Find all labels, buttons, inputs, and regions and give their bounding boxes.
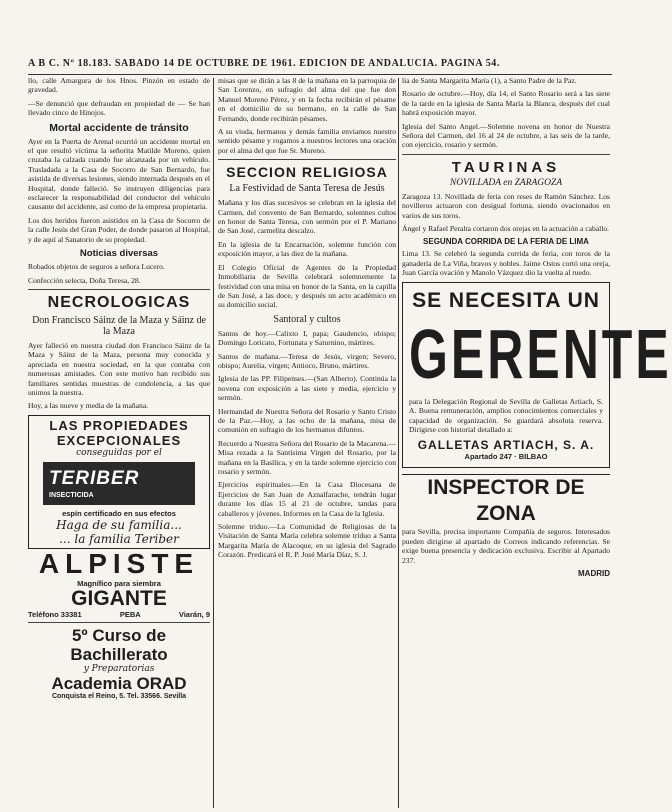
ad-subtitle: conseguidas por el [76,447,162,458]
ad-city: MADRID [578,568,610,578]
obituary-name: Don Francisco Sáinz de la Maza y Sáinz de la Maza [32,314,206,337]
article-text: El Colegio Oficial de Agentes de la Propiedad Inmobiliaria de Sevilla celebrará solemnemente la festividad con una misa en honor de la Santa, en la capilla de San José, a las doce, y después un acto académico en su domicilio social. [218,262,396,310]
ad-address: Apartado 247 · BILBAO [464,452,548,462]
manager-wanted-ad [402,282,672,469]
article-text: En la iglesia de la Encarnación, solemne función con exposición mayor, a las diez de la mañana. [218,239,396,259]
article-text: Los dos heridos fueron asistidos en la Casa de Socorro de la calle Jesús del Gran Poder, de donde pasaron al Hospital, y de aquí al Sanatorio de su propiedad. [28,215,210,244]
headline-santoral: Santoral y cultos [273,313,341,325]
headline-bullfighting: TAURINAS [451,158,561,176]
ad-text: para Sevilla, precisa importante Compañía de seguros. Interesados pueden dirigirse al apartado de Correos indicando referencias. Se exige buena presencia y dedicación exclusiva. Escribir al Apartado 237. [402,527,610,565]
brand-subtitle: INSECTICIDA [49,491,94,499]
article-text: Ángel y Rafael Peralta cortaron dos orejas en la actuación a caballo. [402,224,610,234]
divider [28,622,210,623]
brand-name: TERIBER [49,467,140,489]
article-text: Solemne triduo.—La Comunidad de Religiosas de la Visitación de Santa María celebra solemne triduo a Santa Margarita María de Alacoque, en su iglesia del Sagrado Corazón. Predicará el R. P. José María Díaz, S. J. [218,522,396,560]
article-text: Santos de hoy.—Calixto I, papa; Gaudencio, obispo; Domingo Loricato, Fortunata y Saturnino, mártires. [218,328,396,348]
street: Viarán, 9 [178,609,210,619]
brand-logo [43,462,195,505]
article-text: —Se denunció que defraudan en propiedad de — Se han llevado cinco de Hinojos. [28,98,210,118]
divider [402,154,610,155]
headline-obituaries: NECROLOGICAS [47,293,191,311]
ad-text: para la Delegación Regional de Sevilla de Galletas Artiach, S. A. Buena remuneración, amplios conocimientos comerciales y capacidad de organización. Se guardará absoluta reserva. Dirigirse con historial detallado a: [409,396,603,434]
article-text: Zaragoza 13. Novillada de feria con reses de Ramón Sánchez. Los novilleros actuaron con desigual fortuna, siendo ovacionados en varios de sus toros. [402,191,610,220]
academy-name: Academia ORAD [51,673,187,693]
page-header: A B C. Nº 18.183. SABADO 14 DE OCTUBRE DE 1961. EDICION DE ANDALUCIA. PAGINA 54. [28,58,500,69]
column-divider-1 [213,78,214,808]
header-rule [28,74,612,75]
article-text: misas que se dirán a las 8 de la mañana en la parroquia de San Lorenzo, en sufragio del alma del que fue don Manuel Moreno Pérez, y en la fecha recibirán el pésame en el domicilio de su hermano, en la calle de San Fernando, donde recibirán pésames. [218,76,396,123]
article-text: Santos de mañana.—Teresa de Jesús, virgen; Severo, obispo; Aurelia, virgen; Antioco, Bruno, mártires. [218,351,396,370]
headline-lima: SEGUNDA CORRIDA DE LA FERIA DE LIMA [423,237,589,247]
article-text: Lima 13. Se celebró la segunda corrida de feria, con toros de la ganadería de La Viña, bravos y nobles. Jaime Ostos cortó una oreja, Juan García ovación y Manolo Vázquez dio la vuelta al ruedo. [402,249,610,278]
headline-novillada: NOVILLADA en ZARAGOZA [449,177,563,188]
column-divider-2 [398,78,399,808]
headline-religious: SECCION RELIGIOSA [226,164,388,181]
article-text: Ayer en la Puerta de Arenal ocurrió un accidente mortal en el que resultó víctima la señorita Matilde Moreno, quien cruzaba la calzada cuando fue alcanzada por un vehículo. Trasladada a la Casa de Socorro de San Bernardo, fue asistida de diversas lesiones, siendo internada después en el Hospital, donde falleció. Se instruyen diligencias para esclarecer la responsabilidad del conductor del vehículo causante del accidente, así como de la empresa propietaria. [28,136,210,212]
headline-news: Noticias diversas [79,248,159,260]
gigante-title: GIGANTE [71,586,167,610]
academy-address: Conquista el Reino, 5. Tel. 33566. Sevilla [51,692,187,700]
divider [218,159,396,160]
article-text: lia de Santa Margarita María (1), a Santo Padre de la Paz. [402,76,577,85]
article-text: Iglesia de las PP. Filipenses.—(San Alberto). Continúa la novena con exposición a las siete y media, ejercicio y sermón. [218,374,396,403]
ad-heading: SE NECESITA UN [412,288,600,312]
alpiste-title: ALPISTE [38,547,200,579]
phone: Teléfono 33381 [28,609,82,619]
article-text: Confección selecta, Doña Teresa, 28. [28,275,141,285]
course-subtitle: y Preparatorias [83,663,155,674]
ad-company: GALLETAS ARTIACH, S. A. [417,438,595,453]
article-text: Iglesia del Santo Angel.—Solemne novena en honor de Nuestra Señora del Carmen, del 16 al 24 de octubre, a las seis de la tarde, con ejercicio, rosario y sermón. [402,121,610,150]
course-title: 5º Curso de Bachillerato [70,625,168,664]
article-text: Ayer falleció en nuestra ciudad don Francisco Sáinz de la Maza y Sáinz de la Maza, persona muy conocida y apreciada en nuestra sociedad, en la que contaba con numerosas amistades. Con este motivo han recibido sus familiares sentidas muestras de condolencia, a las que unimos la nuestra. [28,340,210,397]
ad-note: espín certificado en sus efectos [62,508,176,518]
article-text: Recuerdo a Nuestra Señora del Rosario de la Macarena.—Misa rezada a la Santísima Virgen del Rosario, por la mañana en la Basílica, y en la tarde solemne ejercicio con rosario y sermón. [218,438,396,476]
ad-gerente: GERENTE [409,314,672,393]
article-text: Hoy, a las nueve y media de la mañana. [28,401,149,411]
article-text: llo, calle Amargura de los Hnos. Pinzón en estado de gravedad. [28,76,210,95]
article-text: Ejercicios espirituales.—En la Casa Diocesana de Ejercicios de San Juan de Aznalfarache, tendrán lugar durante los días 15 al 21 de octubre, tandas para caballeros y jóvenes. Informes en la Casa de la Iglesia. [218,480,396,518]
article-text: Hermandad de Nuestra Señora del Rosario y Santo Cristo de la Paz.—Hoy, a las ocho de la mañana, misa de comunión en sufragio de los hermanos difuntos. [218,406,396,435]
ad-slogan: Haga de su familia... [56,517,182,532]
teriber-ad [28,415,210,549]
column-right [402,76,672,812]
article-text: Mañana y los días sucesivos se celebran en la iglesia del Carmen, del convento de San Bernardo, solemnes cultos en honor de Santa Teresa, con sermón por el P. Mariano de San José, carmelita descalzo. [218,198,396,236]
article-text: A su viuda, hermanos y demás familia enviamos nuestro sentido pésame y rogamos a nuestros lectores una oración por el alma del que fue Sr. Moreno. [218,127,396,155]
city: PEBA [119,609,141,619]
alpiste-subtitle: Magnífico para siembra [77,578,161,588]
column-left [28,76,210,812]
article-text: Rosario de octubre.—Hoy, día 14, el Santo Rosario será a las siete de la tarde en la iglesia de Santa María la Blanca, después del cual habrá exposición mayor. [402,89,610,118]
article-text: Robados objetos de seguros a señora Lucero. [28,262,165,272]
ad-title: LAS PROPIEDADES [49,417,189,433]
column-middle [218,76,396,812]
ad-slogan: ... la familia Teriber [59,531,179,546]
alpiste-contact [28,610,210,619]
ad-title: EXCEPCIONALES [56,432,182,448]
divider [28,289,210,290]
headline-accident: Mortal accidente de tránsito [49,121,189,134]
headline-santa-teresa: La Festividad de Santa Teresa de Jesús [229,183,385,195]
inspector-ad-title: INSPECTOR DE ZONA [402,474,610,527]
